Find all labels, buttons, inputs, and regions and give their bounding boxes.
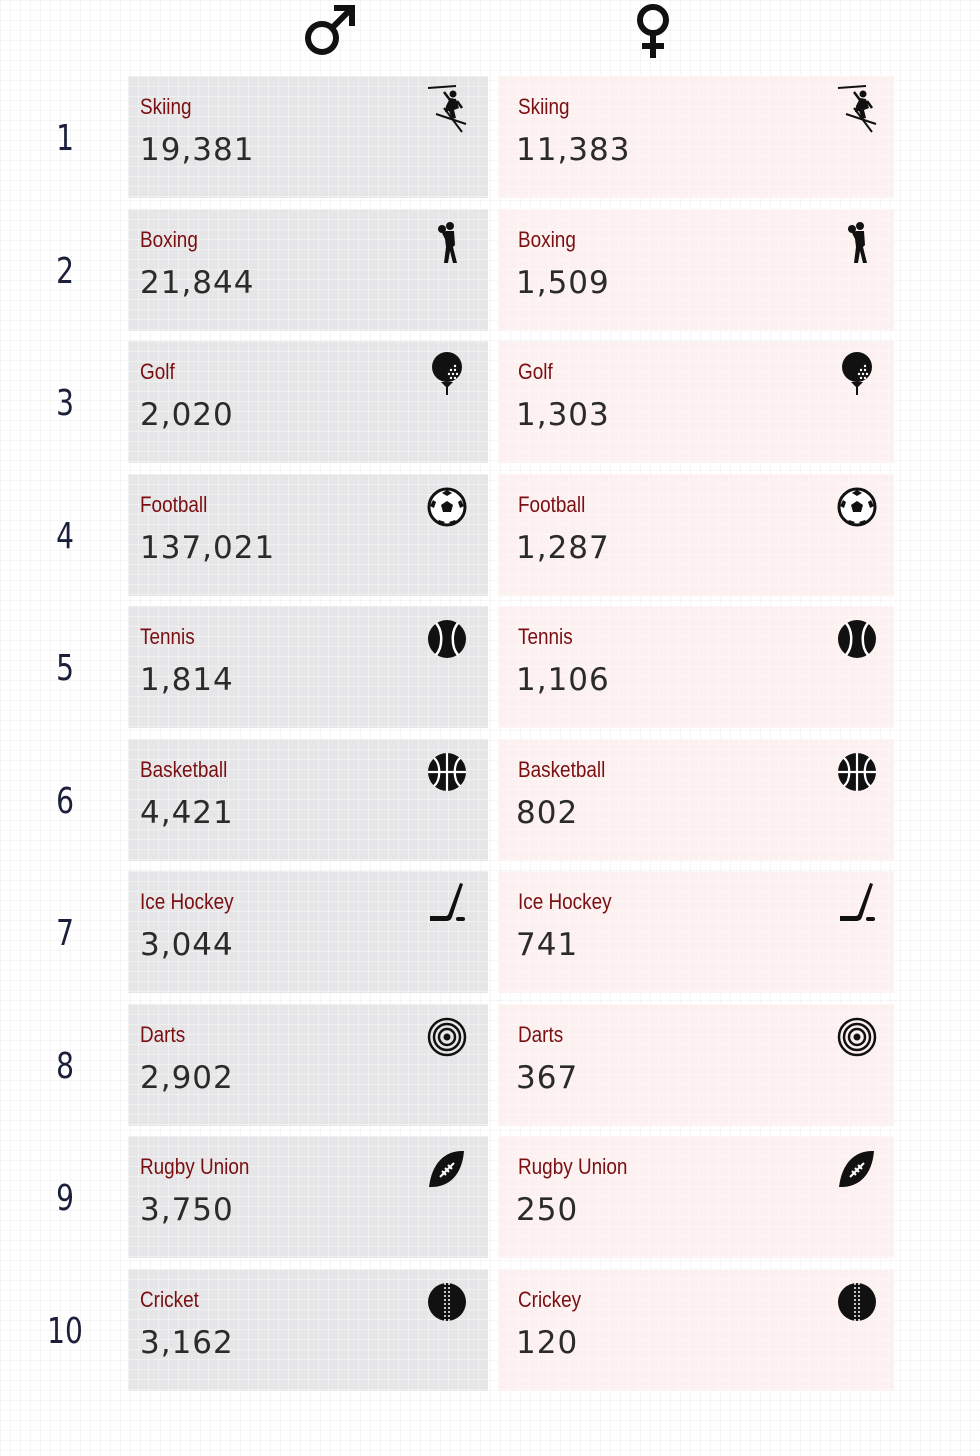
rank-number: 1 [56, 118, 74, 159]
injury-count: 1,814 [140, 662, 234, 698]
male-sport-card [128, 1004, 488, 1126]
sport-name: Tennis [140, 624, 195, 649]
female-sport-card [498, 1269, 894, 1391]
sport-name: Tennis [518, 624, 573, 649]
sport-name: Football [140, 491, 208, 517]
injury-count: 1,106 [516, 662, 610, 698]
sport-name: Ice Hockey [518, 889, 612, 914]
rank-number: 10 [47, 1310, 83, 1352]
boxer-icon [426, 217, 468, 267]
soccer-ball-icon [426, 482, 468, 532]
sport-name: Darts [518, 1021, 564, 1047]
skier-icon [426, 84, 468, 134]
injury-count: 2,902 [140, 1059, 234, 1096]
injury-count: 3,162 [140, 1324, 234, 1361]
injury-count: 250 [516, 1192, 579, 1228]
male-sport-card [128, 341, 488, 463]
sport-name: Darts [140, 1021, 186, 1047]
dartboard-icon [836, 1012, 878, 1062]
sport-name: Boxing [518, 226, 576, 252]
injury-count: 3,750 [140, 1192, 234, 1228]
male-sport-card [128, 474, 488, 596]
injury-count: 802 [516, 794, 579, 831]
rank-number: 4 [56, 515, 74, 557]
rank-number: 5 [56, 648, 74, 689]
female-sport-card [498, 739, 894, 861]
rank-number: 6 [56, 780, 74, 822]
male-sport-card [128, 1269, 488, 1391]
injury-count: 11,383 [516, 132, 631, 168]
injury-count: 1,303 [516, 397, 610, 433]
injury-count: 137,021 [140, 529, 276, 566]
male-sport-card [128, 739, 488, 861]
injury-count: 120 [516, 1324, 579, 1361]
rank-number: 7 [56, 913, 74, 954]
rank-number: 8 [56, 1045, 74, 1087]
rank-number: 9 [56, 1178, 74, 1219]
soccer-ball-icon [836, 482, 878, 532]
golf-ball-icon [836, 349, 878, 399]
hockey-stick-icon [836, 879, 878, 929]
cricket-ball-icon [426, 1277, 468, 1327]
female-sport-card [498, 1004, 894, 1126]
boxer-icon [836, 217, 878, 267]
sport-name: Basketball [140, 756, 228, 782]
rank-number: 2 [56, 250, 74, 292]
injury-count: 19,381 [140, 132, 255, 168]
injury-count: 1,509 [516, 264, 610, 301]
female-sport-card [498, 76, 894, 198]
sport-name: Skiing [518, 94, 570, 119]
hockey-stick-icon [426, 879, 468, 929]
sport-name: Boxing [140, 226, 198, 252]
female-sport-card [498, 474, 894, 596]
tennis-ball-icon [426, 614, 468, 664]
sport-name: Cricket [140, 1286, 199, 1312]
male-sport-card [128, 1136, 488, 1258]
injury-count: 1,287 [516, 529, 610, 566]
sport-name: Rugby Union [518, 1154, 628, 1179]
sport-name: Basketball [518, 756, 606, 782]
male-sport-card [128, 76, 488, 198]
injury-count: 2,020 [140, 397, 234, 433]
dartboard-icon [426, 1012, 468, 1062]
male-sport-card [128, 209, 488, 331]
female-sport-card [498, 871, 894, 993]
injury-count: 367 [516, 1059, 579, 1096]
sport-name: Football [518, 491, 586, 517]
female-symbol-icon [613, 0, 693, 64]
injury-count: 741 [516, 927, 579, 963]
male-sport-card [128, 606, 488, 728]
rugby-ball-icon [836, 1144, 878, 1194]
sport-name: Crickey [518, 1286, 582, 1312]
sport-name: Ice Hockey [140, 889, 234, 914]
sport-name: Rugby Union [140, 1154, 250, 1179]
rugby-ball-icon [426, 1144, 468, 1194]
injury-count: 3,044 [140, 927, 234, 963]
female-sport-card [498, 209, 894, 331]
sport-name: Golf [518, 359, 553, 384]
sport-name: Skiing [140, 94, 192, 119]
injury-count: 4,421 [140, 794, 234, 831]
male-symbol-icon [290, 0, 370, 64]
injury-count: 21,844 [140, 264, 255, 301]
female-sport-card [498, 341, 894, 463]
golf-ball-icon [426, 349, 468, 399]
sport-name: Golf [140, 359, 175, 384]
male-sport-card [128, 871, 488, 993]
cricket-ball-icon [836, 1277, 878, 1327]
basketball-icon [836, 747, 878, 797]
basketball-icon [426, 747, 468, 797]
tennis-ball-icon [836, 614, 878, 664]
female-sport-card [498, 1136, 894, 1258]
female-sport-card [498, 606, 894, 728]
skier-icon [836, 84, 878, 134]
rank-number: 3 [56, 383, 74, 424]
